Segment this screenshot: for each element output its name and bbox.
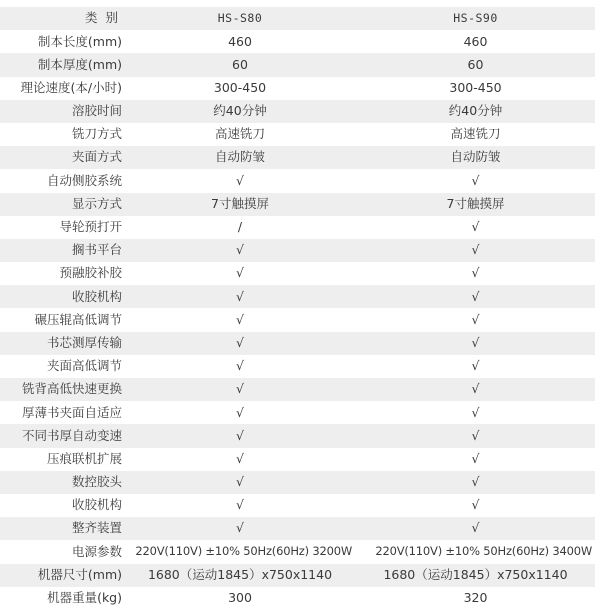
row-value-a: √ [236, 311, 244, 327]
row-value-b: 高速铣刀 [450, 126, 501, 142]
row-label: 厚薄书夹面自适应 [21, 404, 122, 420]
row-value-b: √ [471, 381, 480, 397]
row-value-a: √ [236, 520, 244, 536]
row-label: 压痕联机扩展 [46, 450, 122, 466]
row-label: 碾压辊高低调节 [34, 311, 122, 327]
row-value-a: 60 [232, 56, 248, 72]
row-value-b: √ [471, 242, 480, 258]
table-row [0, 517, 595, 540]
row-label: 整齐装置 [71, 520, 122, 536]
row-value-a: √ [236, 450, 244, 466]
table-row [0, 285, 595, 308]
row-value-b: √ [471, 520, 480, 536]
row-value-b: √ [471, 265, 480, 281]
table-row [0, 587, 595, 610]
row-value-a: √ [236, 404, 244, 420]
row-label: 自动侧胶系统 [46, 172, 122, 188]
table-row [0, 100, 595, 123]
row-value-b: √ [471, 172, 480, 188]
row-value-a: 1680（运动1845）x750x1140 [147, 566, 333, 582]
row-value-b: 220V(110V) ±10% 50Hz(60Hz) 3400W [375, 544, 592, 559]
row-value-a: √ [236, 497, 244, 513]
table-row [0, 564, 595, 587]
row-label: 不同书厚自动变速 [21, 427, 122, 443]
table-row [0, 123, 595, 146]
row-label: 铣刀方式 [71, 126, 122, 142]
row-value-a: 约40分钟 [213, 103, 267, 119]
row-label: 机器尺寸(mm) [37, 566, 122, 582]
row-value-b: √ [471, 311, 480, 327]
row-label: 导轮预打开 [59, 219, 122, 235]
row-value-a: 220V(110V) ±10% 50Hz(60Hz) 3200W [135, 544, 352, 559]
row-label: 显示方式 [71, 195, 122, 211]
table-row [0, 146, 595, 169]
row-value-a: √ [236, 334, 244, 350]
table-row [0, 471, 595, 494]
header-category-label: 类 别 [85, 10, 120, 26]
row-value-b: 约40分钟 [448, 103, 503, 119]
row-value-b: 60 [467, 56, 484, 72]
row-value-b: 7寸触摸屏 [446, 195, 505, 211]
row-value-b: √ [471, 358, 480, 374]
header-model-b: HS-S90 [453, 10, 498, 25]
row-value-b: 300-450 [449, 79, 502, 95]
table-row [0, 53, 595, 76]
row-value-a: √ [236, 242, 244, 258]
table-row [0, 193, 595, 216]
row-label: 夹面方式 [71, 149, 122, 165]
table-row [0, 448, 595, 471]
row-label: 书芯测厚传输 [46, 334, 122, 350]
row-value-b: √ [471, 404, 480, 420]
row-label: 数控胶头 [71, 474, 122, 490]
table-header-row [0, 7, 595, 30]
table-row [0, 378, 595, 401]
row-value-b: √ [471, 450, 480, 466]
row-label: 机器重量(kg) [47, 590, 122, 606]
row-value-b: √ [471, 427, 480, 443]
table-row [0, 169, 595, 192]
row-value-a: / [237, 219, 243, 235]
row-value-b: √ [471, 288, 480, 304]
row-label: 收胶机构 [71, 497, 122, 513]
row-value-a: 300 [228, 590, 252, 606]
row-label: 制本厚度(mm) [37, 56, 122, 72]
row-value-b: 自动防皱 [450, 149, 501, 165]
table-row [0, 355, 595, 378]
table-row [0, 540, 595, 563]
row-value-b: 320 [463, 590, 488, 606]
table-row [0, 30, 595, 53]
row-label: 制本长度(mm) [37, 33, 122, 49]
row-value-a: √ [236, 172, 244, 188]
row-value-b: √ [471, 334, 480, 350]
row-label: 预融胶补胶 [59, 265, 122, 281]
row-value-b: 460 [463, 33, 488, 49]
row-value-a: √ [236, 265, 244, 281]
row-value-a: 高速铣刀 [214, 126, 265, 142]
row-value-a: √ [236, 358, 244, 374]
row-value-a: √ [236, 381, 244, 397]
row-value-b: √ [471, 474, 480, 490]
row-value-a: 自动防皱 [214, 149, 265, 165]
table-row [0, 494, 595, 517]
row-label: 收胶机构 [71, 288, 122, 304]
row-value-a: 300-450 [213, 79, 267, 95]
table-row [0, 401, 595, 424]
header-model-a: HS-S80 [217, 10, 263, 25]
row-label: 理论速度(本/小时) [20, 79, 122, 95]
row-value-b: √ [471, 219, 480, 235]
row-value-a: √ [236, 288, 244, 304]
row-label: 搁书平台 [71, 242, 122, 258]
table-row [0, 262, 595, 285]
row-value-a: 460 [228, 33, 252, 49]
row-value-a: 7寸触摸屏 [211, 195, 269, 211]
row-label: 电源参数 [71, 543, 122, 559]
row-label: 夹面高低调节 [46, 358, 122, 374]
table-row [0, 239, 595, 262]
row-value-a: √ [236, 427, 244, 443]
row-label: 溶胶时间 [71, 103, 122, 119]
table-row [0, 77, 595, 100]
row-value-a: √ [236, 474, 244, 490]
table-row [0, 308, 595, 331]
table-row [0, 216, 595, 239]
row-value-b: √ [471, 497, 480, 513]
row-value-b: 1680（运动1845）x750x1140 [383, 566, 568, 582]
row-label: 铣背高低快速更换 [21, 381, 122, 397]
table-row [0, 424, 595, 447]
table-row [0, 332, 595, 355]
